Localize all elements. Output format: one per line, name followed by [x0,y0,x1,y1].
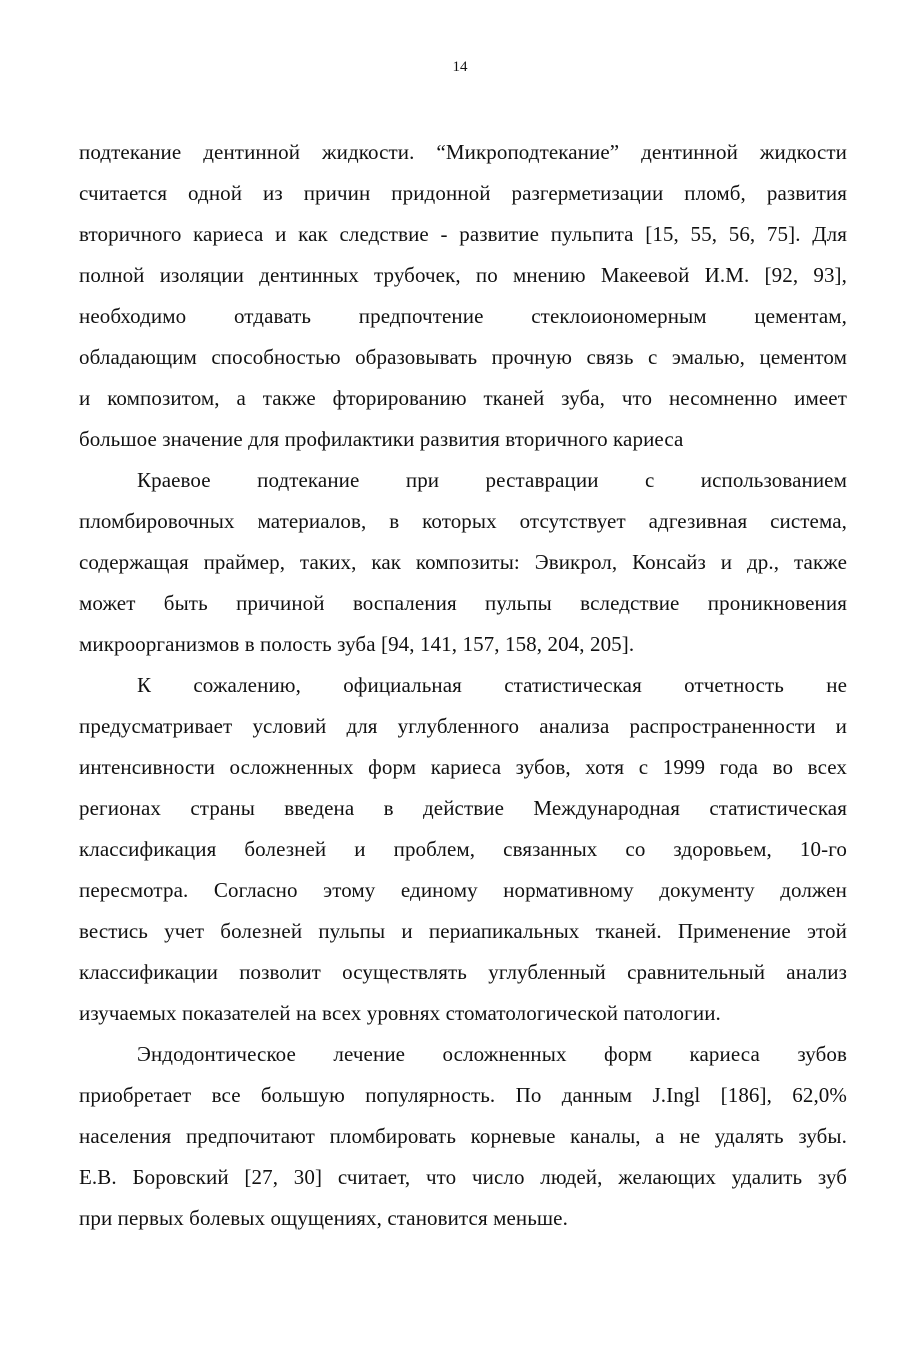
text-line: может быть причиной воспаления пульпы вследствие проникновения [79,591,847,615]
text-line: интенсивности осложненных форм кариеса зубов, хотя с 1999 года во всех [79,755,847,779]
paragraph-3 [79,665,847,1034]
paragraph-4 [79,1034,847,1239]
text-line: считается одной из причин придонной разгерметизации пломб, развития [79,181,847,205]
text-line: Эндодонтическое лечение осложненных форм кариеса зубов [137,1042,847,1066]
text-line: при первых болевых ощущениях, становится меньше. [79,1206,568,1230]
text-line: подтекание дентинной жидкости. “Микроподтекание” дентинной жидкости [79,140,847,164]
text-line: обладающим способностью образовывать прочную связь с эмалью, цементом [79,345,847,369]
text-line: большое значение для профилактики развития вторичного кариеса [79,427,684,451]
text-line: вестись учет болезней пульпы и периапикальных тканей. Применение этой [79,919,847,943]
text-line: необходимо отдавать предпочтение стеклоиономерным цементам, [79,304,847,328]
text-line: полной изоляции дентинных трубочек, по мнению Макеевой И.М. [92, 93], [79,263,847,287]
text-line: населения предпочитают пломбировать корневые каналы, а не удалять зубы. [79,1124,847,1148]
paragraph-2 [79,460,847,665]
text-line: классификации позволит осуществлять углубленный сравнительный анализ [79,960,847,984]
paragraph-1 [79,132,847,460]
body-text [79,132,847,1239]
text-line: содержащая праймер, таких, как композиты: Эвикрол, Консайз и др., также [79,550,847,574]
text-line: вторичного кариеса и как следствие - развитие пульпита [15, 55, 56, 75]. Для [79,222,847,246]
text-line: классификация болезней и проблем, связанных со здоровьем, 10-го [79,837,847,861]
text-line: Е.В. Боровский [27, 30] считает, что число людей, желающих удалить зуб [79,1165,847,1189]
text-line: предусматривает условий для углубленного анализа распространенности и [79,714,847,738]
text-line: изучаемых показателей на всех уровнях стоматологической патологии. [79,1001,721,1025]
page-number: 14 [452,59,468,75]
text-line: приобретает все большую популярность. По данным J.Ingl [186], 62,0% [79,1083,847,1107]
text-line: пломбировочных материалов, в которых отсутствует адгезивная система, [79,509,847,533]
text-line: регионах страны введена в действие Международная статистическая [79,796,847,820]
text-line: Краевое подтекание при реставрации с использованием [137,468,847,492]
text-line: К сожалению, официальная статистическая отчетность не [137,673,847,697]
text-line: микроорганизмов в полость зуба [94, 141, 157, 158, 204, 205]. [79,632,635,656]
text-line: пересмотра. Согласно этому единому нормативному документу должен [79,878,847,902]
text-line: и композитом, а также фторированию тканей зуба, что несомненно имеет [79,386,847,410]
